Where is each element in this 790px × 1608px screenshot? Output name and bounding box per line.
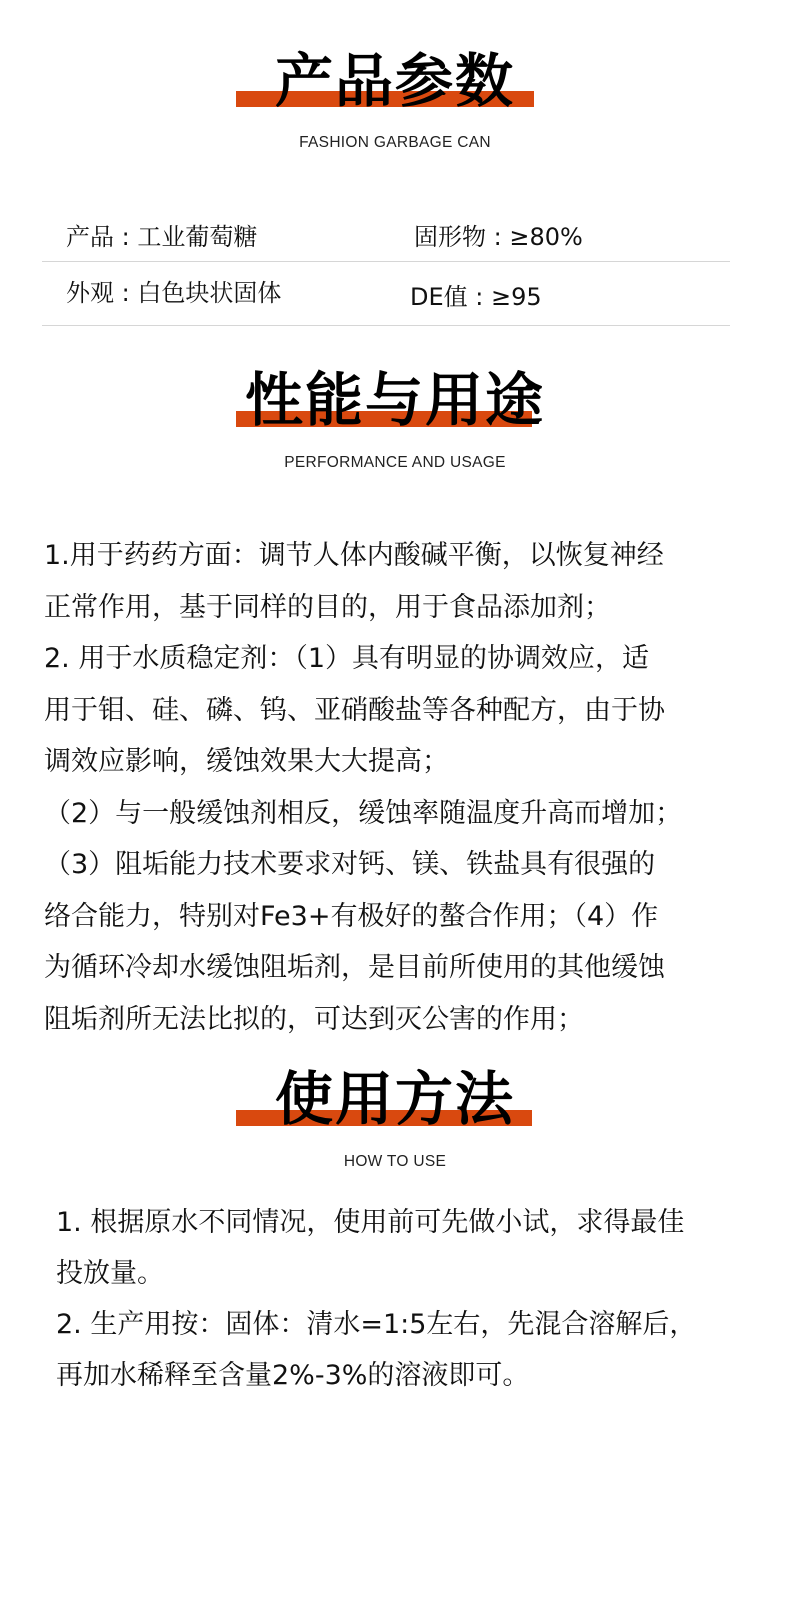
performance-line: 用于钼、硅、磷、钨、亚硝酸盐等各种配方，由于协 — [44, 694, 665, 726]
usage-line: 投放量。 — [56, 1258, 164, 1289]
usage-line: 2. 生产用按：固体：清水=1:5左右，先混合溶解后， — [56, 1309, 697, 1340]
performance-line: 络合能力，特别对Fe3+有极好的螯合作用；（4）作 — [44, 900, 659, 932]
usage-title: 使用方法 — [274, 1065, 515, 1133]
performance-line: 正常作用，基于同样的目的，用于食品添加剂； — [44, 591, 611, 623]
usage-line: 1. 根据原水不同情况，使用前可先做小试，求得最佳 — [56, 1207, 685, 1238]
usage-line: 再加水稀释至含量2%-3%的溶液即可。 — [56, 1360, 530, 1391]
performance-line: 2. 用于水质稳定剂：（1）具有明显的协调效应，适 — [44, 643, 650, 674]
params-title: 产品参数 — [274, 47, 515, 115]
param-divider — [42, 261, 730, 262]
param-appearance: 外观 : 白色块状固体 — [66, 279, 282, 307]
performance-line: 调效应影响，缓蚀效果大大提高； — [44, 746, 449, 777]
performance-line: 为循环冷却水缓蚀阻垢剂，是目前所使用的其他缓蚀 — [44, 952, 665, 983]
performance-title: 性能与用途 — [244, 366, 545, 434]
performance-line: 1.用于药药方面：调节人体内酸碱平衡，以恢复神经 — [44, 540, 664, 571]
param-divider — [42, 325, 730, 326]
performance-subtitle: PERFORMANCE AND USAGE — [284, 454, 506, 471]
param-solids: 固形物 : ≥80% — [414, 223, 583, 251]
performance-line: 阻垢剂所无法比拟的，可达到灭公害的作用； — [44, 1003, 584, 1035]
param-de-value: DE值 : ≥95 — [410, 283, 542, 311]
usage-text — [56, 1197, 756, 1401]
performance-line: （3）阻垢能力技术要求对钙、镁、铁盐具有很强的 — [44, 849, 656, 880]
usage-subtitle: HOW TO USE — [343, 1153, 447, 1170]
param-product: 产品 : 工业葡萄糖 — [66, 223, 258, 251]
params-subtitle: FASHION GARBAGE CAN — [299, 134, 491, 151]
performance-text — [44, 530, 744, 1045]
performance-line: （2）与一般缓蚀剂相反，缓蚀率随温度升高而增加； — [44, 797, 683, 829]
